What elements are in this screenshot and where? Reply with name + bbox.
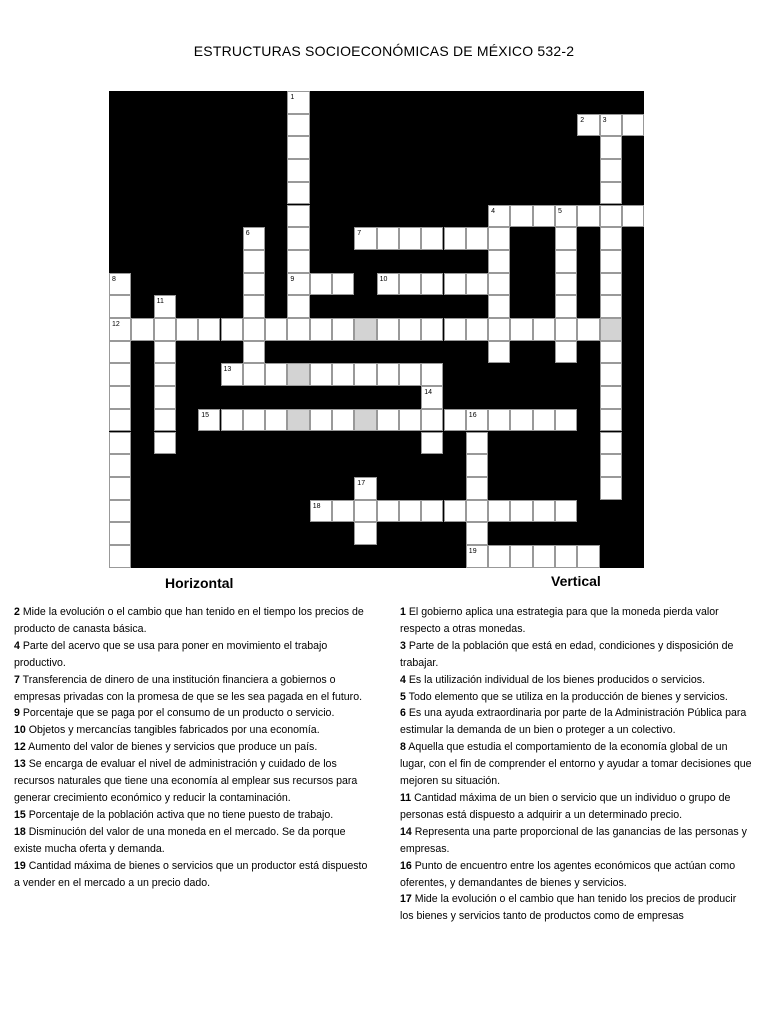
- cell-number: 2: [580, 116, 585, 124]
- clue-number: 5: [400, 690, 406, 703]
- grid-cell[interactable]: [399, 227, 421, 250]
- grid-cell[interactable]: [287, 363, 309, 386]
- grid-cell[interactable]: [533, 545, 555, 568]
- clue-text: El gobierno aplica una estrategia para que la moneda pierda valor respecto a otras monedas.: [400, 606, 719, 635]
- grid-cell[interactable]: [421, 500, 443, 523]
- grid-cell[interactable]: [310, 363, 332, 386]
- grid-cell[interactable]: [109, 295, 131, 318]
- vertical-clue: [400, 891, 752, 925]
- vertical-clue: [400, 672, 752, 689]
- grid-cell[interactable]: [600, 114, 622, 137]
- grid-cell[interactable]: [287, 182, 309, 205]
- grid-cell[interactable]: [488, 500, 510, 523]
- horizontal-clue: [14, 638, 369, 672]
- grid-cell[interactable]: [600, 432, 622, 455]
- cell-number: 1: [290, 94, 295, 101]
- grid-cell[interactable]: [109, 386, 131, 409]
- grid-cell[interactable]: [421, 273, 443, 296]
- clue-text: Aumento del valor de bienes y servicios que produce un país.: [25, 741, 318, 754]
- vertical-clue: [400, 604, 752, 638]
- grid-cell[interactable]: [555, 273, 577, 296]
- grid-cell[interactable]: [444, 273, 466, 296]
- grid-cell[interactable]: [399, 363, 421, 386]
- grid-cell[interactable]: [533, 500, 555, 523]
- grid-cell[interactable]: [109, 409, 131, 432]
- grid-cell[interactable]: [421, 363, 443, 386]
- grid-cell[interactable]: [600, 159, 622, 182]
- clue-number: 12: [14, 741, 26, 754]
- grid-cell[interactable]: [466, 409, 488, 432]
- grid-cell[interactable]: [600, 136, 622, 159]
- grid-cell[interactable]: [421, 386, 443, 409]
- grid-cell[interactable]: [243, 295, 265, 318]
- clue-number: 18: [14, 825, 26, 838]
- clue-text: Punto de encuentro entre los agentes económicos que actúan como oferentes, y demandantes de bienes y servicios.: [400, 859, 736, 889]
- grid-cell[interactable]: [577, 114, 599, 137]
- horizontal-clues: [14, 604, 369, 891]
- clue-number: 10: [14, 724, 26, 737]
- grid-cell[interactable]: [444, 318, 466, 341]
- grid-cell[interactable]: [243, 341, 265, 364]
- clue-text: Representa una parte proporcional de las ganancias de las personas y empresas.: [400, 825, 747, 855]
- cell-number: 5: [558, 207, 562, 215]
- clue-text: Mide la evolución o el cambio que han tenido en el tiempo los precios de producto de canasta básica.: [14, 606, 364, 635]
- grid-cell[interactable]: [310, 500, 332, 523]
- grid-cell[interactable]: [109, 432, 131, 455]
- grid-cell[interactable]: [488, 318, 510, 341]
- grid-cell[interactable]: [421, 227, 443, 250]
- grid-cell[interactable]: [109, 273, 131, 296]
- clue-text: Se encarga de evaluar el nivel de administración y cuidado de los recursos naturales que tiene una economía al emplear sus recursos para generar crecimiento económico y reducir la contaminación.: [14, 758, 358, 804]
- crossword-grid: [109, 91, 644, 568]
- grid-cell[interactable]: [243, 318, 265, 341]
- clue-number: 16: [400, 859, 412, 872]
- grid-cell[interactable]: [444, 227, 466, 250]
- grid-cell[interactable]: [421, 432, 443, 455]
- grid-cell[interactable]: [176, 318, 198, 341]
- grid-cell[interactable]: [399, 500, 421, 523]
- grid-cell[interactable]: [577, 318, 599, 341]
- grid-cell[interactable]: [265, 409, 287, 432]
- grid-cell[interactable]: [488, 341, 510, 364]
- grid-cell[interactable]: [354, 500, 376, 523]
- vertical-clue: [400, 705, 752, 739]
- grid-cell[interactable]: [466, 522, 488, 545]
- grid-cell[interactable]: [154, 363, 176, 386]
- grid-cell[interactable]: [488, 409, 510, 432]
- grid-cell[interactable]: [600, 341, 622, 364]
- grid-cell[interactable]: [600, 386, 622, 409]
- vertical-clue: [400, 790, 752, 824]
- horizontal-clue: [14, 756, 369, 807]
- clue-text: Todo elemento que se utiliza en la producción de bienes y servicios.: [405, 690, 728, 703]
- grid-cell[interactable]: [243, 409, 265, 432]
- grid-cell[interactable]: [377, 500, 399, 523]
- grid-cell[interactable]: [488, 205, 510, 228]
- grid-cell[interactable]: [600, 250, 622, 273]
- grid-cell[interactable]: [466, 477, 488, 500]
- clue-text: Es una ayuda extraordinaria por parte de la Administración Pública para estimular la demanda de un bien o proteger a un colectivo.: [400, 707, 747, 737]
- clue-number: 4: [14, 639, 20, 652]
- horizontal-clue: [14, 722, 369, 739]
- grid-cell[interactable]: [555, 227, 577, 250]
- grid-cell[interactable]: [310, 409, 332, 432]
- clue-number: 4: [400, 673, 406, 686]
- cell-number: 13: [223, 366, 232, 374]
- grid-cell[interactable]: [332, 500, 354, 523]
- grid-cell[interactable]: [421, 409, 443, 432]
- grid-cell[interactable]: [109, 477, 131, 500]
- grid-cell[interactable]: [533, 205, 555, 228]
- vertical-heading: Vertical: [551, 573, 601, 589]
- grid-cell[interactable]: [109, 545, 131, 568]
- clue-number: 2: [14, 606, 20, 618]
- grid-cell[interactable]: [287, 227, 309, 250]
- grid-cell[interactable]: [109, 500, 131, 523]
- grid-cell[interactable]: [154, 409, 176, 432]
- grid-cell[interactable]: [154, 318, 176, 341]
- grid-cell[interactable]: [310, 318, 332, 341]
- cell-number: 10: [379, 275, 388, 283]
- vertical-clue: [400, 824, 752, 858]
- grid-cell[interactable]: [555, 318, 577, 341]
- grid-cell[interactable]: [354, 227, 376, 250]
- cell-number: 12: [112, 321, 120, 328]
- grid-cell[interactable]: [243, 227, 265, 250]
- grid-cell[interactable]: [466, 500, 488, 523]
- vertical-clue: [400, 689, 752, 706]
- clue-number: 11: [400, 791, 412, 804]
- clue-number: 1: [400, 606, 406, 618]
- grid-cell[interactable]: [109, 522, 131, 545]
- vertical-clue: [400, 858, 752, 892]
- grid-cell[interactable]: [600, 454, 622, 477]
- grid-cell[interactable]: [243, 273, 265, 296]
- grid-cell[interactable]: [444, 500, 466, 523]
- horizontal-clue: [14, 739, 369, 756]
- grid-cell[interactable]: [510, 318, 532, 341]
- grid-cell[interactable]: [377, 273, 399, 296]
- grid-cell[interactable]: [600, 182, 622, 205]
- grid-cell[interactable]: [154, 295, 176, 318]
- grid-cell[interactable]: [131, 318, 153, 341]
- grid-cell[interactable]: [510, 500, 532, 523]
- grid-cell[interactable]: [399, 318, 421, 341]
- clue-number: 8: [400, 741, 406, 754]
- grid-cell[interactable]: [221, 363, 243, 386]
- clue-text: Mide la evolución o el cambio que han tenido los precios de producir los bienes y servicios tanto de productos como de empresas: [400, 893, 737, 923]
- grid-cell[interactable]: [466, 227, 488, 250]
- clue-text: Parte de la población que está en edad, condiciones y disposición de trabajar.: [400, 639, 734, 669]
- grid-cell[interactable]: [287, 205, 309, 228]
- grid-cell[interactable]: [154, 432, 176, 455]
- clue-number: 14: [400, 825, 412, 838]
- grid-cell[interactable]: [354, 522, 376, 545]
- grid-cell[interactable]: [600, 227, 622, 250]
- cell-number: 15: [201, 411, 209, 419]
- grid-cell[interactable]: [444, 409, 466, 432]
- grid-cell[interactable]: [488, 227, 510, 250]
- horizontal-clue: [14, 858, 369, 892]
- cell-number: 7: [357, 230, 362, 238]
- clue-number: 7: [14, 673, 20, 686]
- grid-cell[interactable]: [600, 409, 622, 432]
- vertical-clue: [400, 739, 752, 790]
- horizontal-clue: [14, 824, 369, 858]
- grid-cell[interactable]: [354, 363, 376, 386]
- grid-cell[interactable]: [466, 318, 488, 341]
- clue-text: Cantidad máxima de bienes o servicios que un productor está dispuesto a vender en el mercado a un precio dado.: [14, 859, 368, 889]
- cell-number: 8: [112, 275, 116, 283]
- grid-cell[interactable]: [399, 409, 421, 432]
- grid-cell[interactable]: [265, 318, 287, 341]
- grid-cell[interactable]: [154, 341, 176, 364]
- grid-cell[interactable]: [510, 545, 532, 568]
- grid-cell[interactable]: [377, 227, 399, 250]
- grid-cell[interactable]: [600, 363, 622, 386]
- clue-text: Aquella que estudia el comportamiento de la economía global de un lugar, con el fin de comprender el entorno y ayudar a tomar decisiones que mejoren su situación.: [400, 741, 752, 788]
- grid-cell[interactable]: [287, 318, 309, 341]
- cell-number: 17: [357, 479, 366, 487]
- horizontal-clue: [14, 604, 369, 638]
- grid-cell[interactable]: [109, 318, 131, 341]
- clue-number: 15: [14, 808, 26, 821]
- grid-cell[interactable]: [243, 250, 265, 273]
- cell-number: 14: [424, 389, 432, 397]
- grid-cell[interactable]: [154, 386, 176, 409]
- grid-cell[interactable]: [488, 545, 510, 568]
- grid-cell[interactable]: [332, 318, 354, 341]
- vertical-clues: [400, 604, 752, 925]
- clue-number: 19: [14, 859, 26, 872]
- grid-cell[interactable]: [109, 363, 131, 386]
- grid-cell[interactable]: [466, 454, 488, 477]
- cell-number: 3: [602, 116, 607, 124]
- vertical-clue: [400, 638, 752, 672]
- horizontal-heading: Horizontal: [165, 575, 234, 591]
- grid-cell[interactable]: [221, 409, 243, 432]
- grid-cell[interactable]: [287, 91, 309, 114]
- grid-cell[interactable]: [555, 409, 577, 432]
- cell-number: 4: [491, 207, 495, 215]
- cell-number: 6: [245, 230, 250, 238]
- horizontal-clue: [14, 672, 369, 706]
- cell-number: 16: [468, 411, 477, 419]
- clue-text: Objetos y mercancías tangibles fabricados por una economía.: [25, 724, 320, 737]
- grid-cell[interactable]: [488, 250, 510, 273]
- grid-cell[interactable]: [265, 363, 287, 386]
- page-title: ESTRUCTURAS SOCIOECONÓMICAS DE MÉXICO 532-2: [193, 43, 575, 59]
- grid-cell[interactable]: [377, 363, 399, 386]
- grid-cell[interactable]: [109, 341, 131, 364]
- clue-text: Cantidad máxima de un bien o servicio que un individuo o grupo de personas está dispuesto a adquirir a un determinado precio.: [400, 791, 731, 821]
- grid-cell[interactable]: [488, 273, 510, 296]
- grid-cell[interactable]: [600, 318, 622, 341]
- grid-cell[interactable]: [377, 409, 399, 432]
- clue-number: 13: [14, 758, 26, 771]
- clue-text: Porcentaje de la población activa que no tiene puesto de trabajo.: [25, 808, 334, 821]
- grid-cell[interactable]: [287, 295, 309, 318]
- grid-cell[interactable]: [510, 205, 532, 228]
- grid-cell[interactable]: [198, 318, 220, 341]
- grid-cell[interactable]: [466, 545, 488, 568]
- grid-cell[interactable]: [600, 295, 622, 318]
- clue-text: Es la utilización individual de los bienes producidos o servicios.: [405, 673, 706, 686]
- grid-cell[interactable]: [577, 545, 599, 568]
- grid-cell[interactable]: [555, 341, 577, 364]
- grid-cell[interactable]: [287, 409, 309, 432]
- grid-cell[interactable]: [421, 318, 443, 341]
- grid-cell[interactable]: [466, 432, 488, 455]
- grid-cell[interactable]: [555, 500, 577, 523]
- grid-cell[interactable]: [488, 295, 510, 318]
- grid-cell[interactable]: [287, 273, 309, 296]
- clue-text: Disminución del valor de una moneda en el mercado. Se da porque existe mucha oferta y demanda.: [14, 825, 346, 855]
- grid-cell[interactable]: [533, 318, 555, 341]
- horizontal-clue: [14, 807, 369, 824]
- grid-cell[interactable]: [221, 318, 243, 341]
- clue-text: Porcentaje que se paga por el consumo de un producto o servicio.: [19, 707, 335, 720]
- grid-cell[interactable]: [533, 409, 555, 432]
- grid-cell[interactable]: [555, 250, 577, 273]
- grid-cell[interactable]: [510, 409, 532, 432]
- clue-text: Parte del acervo que se usa para poner en movimiento el trabajo productivo.: [14, 639, 328, 669]
- clue-number: 6: [400, 707, 406, 720]
- grid-cell[interactable]: [287, 136, 309, 159]
- grid-cell[interactable]: [555, 205, 577, 228]
- grid-cell[interactable]: [399, 273, 421, 296]
- grid-cell[interactable]: [287, 159, 309, 182]
- grid-cell[interactable]: [354, 477, 376, 500]
- grid-cell[interactable]: [332, 409, 354, 432]
- grid-cell[interactable]: [600, 477, 622, 500]
- grid-cell[interactable]: [109, 454, 131, 477]
- grid-cell[interactable]: [555, 295, 577, 318]
- clue-number: 17: [400, 893, 412, 906]
- grid-cell[interactable]: [466, 273, 488, 296]
- grid-cell[interactable]: [555, 545, 577, 568]
- cell-number: 9: [290, 275, 295, 283]
- grid-cell[interactable]: [354, 409, 376, 432]
- grid-cell[interactable]: [287, 250, 309, 273]
- horizontal-clue: [14, 705, 369, 722]
- clue-number: 9: [14, 707, 20, 720]
- grid-cell[interactable]: [600, 273, 622, 296]
- grid-cell[interactable]: [310, 273, 332, 296]
- cell-number: 11: [156, 298, 164, 306]
- grid-cell[interactable]: [377, 318, 399, 341]
- grid-cell[interactable]: [287, 114, 309, 137]
- grid-cell[interactable]: [600, 205, 622, 228]
- grid-cell[interactable]: [622, 114, 644, 137]
- grid-cell[interactable]: [577, 205, 599, 228]
- grid-cell[interactable]: [198, 409, 220, 432]
- cell-number: 19: [468, 548, 477, 555]
- cell-number: 18: [312, 502, 321, 510]
- grid-cell[interactable]: [332, 273, 354, 296]
- grid-cell[interactable]: [332, 363, 354, 386]
- clue-number: 3: [400, 639, 406, 652]
- clue-text: Transferencia de dinero de una institución financiera a gobiernos o empresas privadas con la promesa de que se les sea pagada en el futuro.: [14, 673, 363, 703]
- grid-cell[interactable]: [243, 363, 265, 386]
- grid-cell[interactable]: [622, 205, 644, 228]
- grid-cell[interactable]: [354, 318, 376, 341]
